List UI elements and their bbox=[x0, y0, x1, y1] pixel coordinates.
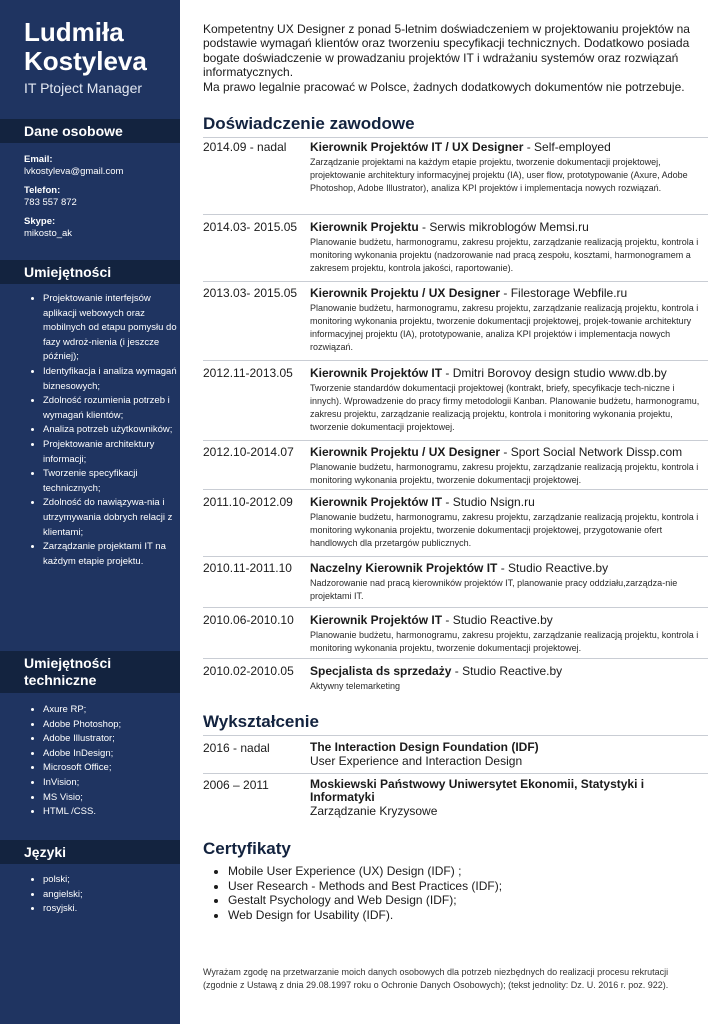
certificates-heading: Certyfikaty bbox=[203, 839, 291, 858]
list-item: • Projektowanie architektury informacji; bbox=[43, 438, 183, 467]
entry-role: Specjalista ds sprzedaży bbox=[310, 664, 452, 678]
entry-title bbox=[310, 664, 705, 678]
entry-role: Kierownik Projektu bbox=[310, 220, 419, 234]
list-item: • angielski; bbox=[43, 888, 183, 903]
entry-divider bbox=[203, 360, 708, 361]
entry-date: 2010.02-2010.05 bbox=[203, 664, 294, 678]
list-item: • Analiza potrzeb użytkowników; bbox=[43, 423, 183, 438]
entry-role: Naczelny Kierownik Projektów IT bbox=[310, 561, 498, 575]
list-item: • Identyfikacja i analiza wymagań biznesowych; bbox=[43, 365, 183, 394]
entry-description: Planowanie budżetu, harmonogramu, zakresu projektu, zarządzanie realizacją projektu, kontrola i monitoring wykonania projektu, tworzenie dokumentacji projektowej. bbox=[310, 462, 699, 485]
entry-description: Planowanie budżetu, harmonogramu, zakresu projektu, zarządzanie realizacją projektu, kontrola i monitoring wykonania projektu (nadzorowanie nad pracą zespołu, kosztami, harmonogramem a zakresem projektu, kontrola jakości, raportowanie). bbox=[310, 237, 699, 273]
contact-skype bbox=[24, 216, 72, 240]
entry-body bbox=[310, 495, 705, 550]
entry-role: Kierownik Projektów IT / UX Designer bbox=[310, 140, 524, 154]
entry-role: Kierownik Projektu / UX Designer bbox=[310, 286, 501, 300]
entry-role: Kierownik Projektów IT bbox=[310, 613, 443, 627]
entry-description: Planowanie budżetu, harmonogramu, zakresu projektu, zarządzanie realizacją projektu, kontrola i monitoring wykonania projektu, tworzenie dokumentacji projektowej, przygotowanie ofert handlowych dla przetargów publicznych. bbox=[310, 512, 699, 548]
education-heading: Wykształcenie bbox=[203, 712, 319, 731]
list-item: • polski; bbox=[43, 873, 183, 888]
entry-role: Kierownik Projektu / UX Designer bbox=[310, 445, 504, 459]
list-item: • Adobe Photoshop; bbox=[43, 718, 183, 733]
entry-date: 2010.06-2010.10 bbox=[203, 613, 294, 627]
list-item: • Zdolność do nawiązywa-nia i utrzymywania dobrych relacji z klientami; bbox=[43, 496, 183, 540]
list-item: • Web Design for Usability (IDF). bbox=[228, 908, 725, 923]
summary-paragraph: Kompetentny UX Designer z ponad 5-letnim doświadczeniem w projektowaniu projektów na podstawie wymagań klientów oraz tworzeniu specyfikacji technicznych. Dodatkowo posiada bogate doświadczenie w prowadzaniu projektów IT i wdrażaniu systemów oraz rozwiązań informatycznych. bbox=[203, 22, 690, 80]
entry-description: Tworzenie standardów dokumentacji projektowej (kontrakt, briefy, specyfikacje tech-niczne i innych). Wprowadzenie do pracy firmy metodologii Kanban. Planowanie budżetu, harmonogramu, zakresu projektu, zarządzanie realizacją projektu, kontrola i monitoring wykonania projektu, tworzenie dokumentacji projektowej. bbox=[310, 383, 700, 432]
list-item: • User Research - Methods and Best Practices (IDF); bbox=[228, 879, 725, 894]
entry-company: - Sport Social Network Dissp.com bbox=[503, 445, 683, 459]
gdpr-consent: Wyrażam zgodę na przetwarzanie moich danych osobowych dla potrzeb niezbędnych do realizacji procesu rekrutacji (zgodnie z Ustawą z dnia 29.08.1997 roku o Ochronie Danych Osobowych); (tekst jednolity: Dz. U. 2016 r. poz. 922). bbox=[203, 967, 669, 990]
list-item: • InVision; bbox=[43, 776, 183, 791]
education-field: Zarządzanie Kryzysowe bbox=[310, 804, 438, 818]
entry-date: 2014.03- 2015.05 bbox=[203, 220, 298, 234]
list-item: • Microsoft Office; bbox=[43, 761, 183, 776]
skype-label: Skype: bbox=[24, 216, 56, 227]
entry-company: - Studio Reactive.by bbox=[451, 664, 563, 678]
entry-description: Aktywny telemarketing bbox=[310, 681, 401, 691]
contact-email bbox=[24, 154, 123, 178]
skype-value: mikosto_ak bbox=[24, 228, 73, 239]
tech-skills-list bbox=[26, 703, 183, 820]
list-item: • Gestalt Psychology and Web Design (IDF); bbox=[228, 893, 725, 908]
entry-body bbox=[310, 778, 705, 818]
entry-date: 2016 - nadal bbox=[203, 741, 270, 755]
entry-company: - Studio Nsign.ru bbox=[442, 495, 535, 509]
entry-body bbox=[310, 561, 705, 603]
entry-body bbox=[310, 140, 705, 195]
entry-company: - Serwis mikroblogów Memsi.ru bbox=[418, 220, 589, 234]
tech-heading-line1: Umiejętności bbox=[24, 655, 112, 671]
entry-divider bbox=[203, 773, 708, 774]
education-field: User Experience and Interaction Design bbox=[310, 754, 523, 768]
personal-heading: Dane osobowe bbox=[0, 119, 180, 143]
entry-body bbox=[310, 220, 705, 275]
section-divider bbox=[203, 735, 708, 736]
entry-divider bbox=[203, 607, 708, 608]
entry-body bbox=[310, 613, 705, 655]
entry-date: 2013.03- 2015.05 bbox=[203, 286, 298, 300]
entry-date: 2014.09 - nadal bbox=[203, 140, 287, 154]
entry-title bbox=[310, 445, 705, 459]
email-value[interactable]: lvkostyleva@gmail.com bbox=[24, 166, 124, 177]
entry-title bbox=[310, 495, 705, 509]
certificates-list bbox=[203, 864, 725, 922]
education-school: The Interaction Design Foundation (IDF) bbox=[310, 740, 539, 754]
list-item: • rosyjski. bbox=[43, 902, 183, 917]
entry-title bbox=[310, 286, 705, 300]
entry-description: Planowanie budżetu, harmonogramu, zakresu projektu, zarządzanie realizacją projektu, kontrola i monitoring wykonania projektu, tworzenie dokumentacji projektowej. bbox=[310, 630, 699, 653]
candidate-name bbox=[24, 18, 147, 76]
entry-company: - Filestorage Webfile.ru bbox=[500, 286, 628, 300]
summary bbox=[203, 22, 708, 94]
skills-heading: Umiejętności bbox=[0, 260, 180, 284]
entry-date: 2012.10-2014.07 bbox=[203, 445, 294, 459]
list-item: • Adobe InDesign; bbox=[43, 747, 183, 762]
summary-paragraph: Ma prawo legalnie pracować w Polsce, żadnych dodatkowych dokumentów nie potrzebuje. bbox=[203, 79, 685, 94]
entry-company: - Studio Reactive.by bbox=[442, 613, 553, 627]
entry-divider bbox=[203, 281, 708, 282]
entry-date: 2012.11-2013.05 bbox=[203, 366, 293, 380]
phone-value: 783 557 872 bbox=[24, 197, 77, 208]
entry-title bbox=[310, 613, 705, 627]
entry-title bbox=[310, 140, 705, 154]
entry-body bbox=[310, 286, 705, 354]
section-divider bbox=[203, 137, 708, 138]
entry-divider bbox=[203, 556, 708, 557]
entry-date: 2006 – 2011 bbox=[203, 778, 269, 792]
entry-body bbox=[310, 445, 705, 487]
list-item: • MS Visio; bbox=[43, 791, 183, 806]
name-last: Kostyleva bbox=[24, 46, 147, 76]
list-item: • Tworzenie specyfikacji technicznych; bbox=[43, 467, 183, 496]
list-item: • HTML /CSS. bbox=[43, 805, 183, 820]
list-item: • Zdolność rozumienia potrzeb i wymagań klientów; bbox=[43, 394, 183, 423]
experience-heading: Doświadczenie zawodowe bbox=[203, 114, 415, 133]
name-first: Ludmiła bbox=[24, 17, 124, 47]
list-item: • Axure RP; bbox=[43, 703, 183, 718]
entry-description: Nadzorowanie nad pracą kierowników projektów IT, planowanie pracy oddziału,zarządza-nie projektami IT. bbox=[310, 578, 678, 601]
list-item: • Mobile User Experience (UX) Design (IDF) ; bbox=[228, 864, 725, 879]
entry-company: - Dmitri Borovoy design studio www.db.by bbox=[442, 366, 667, 380]
entry-body bbox=[310, 741, 705, 768]
entry-description: Zarządzanie projektami na każdym etapie projektu, tworzenie dokumentacji projektowej, projektowanie architektury informacyjnej projektu (IA), user flow, prototypowanie (Axure, Adobe Photoshop, Adobe Illustrator), analiza KPI projektów i implementacja nowych rozwiązań. bbox=[310, 157, 688, 193]
entry-divider bbox=[203, 658, 708, 659]
entry-company: - Studio Reactive.by bbox=[497, 561, 609, 575]
entry-body bbox=[310, 664, 705, 693]
entry-date: 2011.10-2012.09 bbox=[203, 495, 293, 509]
email-label: Email: bbox=[24, 154, 53, 165]
tech-skills-heading bbox=[0, 651, 180, 693]
languages-list bbox=[26, 873, 183, 917]
list-item: • Adobe Illustrator; bbox=[43, 732, 183, 747]
phone-label: Telefon: bbox=[24, 185, 61, 196]
entry-divider bbox=[203, 489, 708, 490]
entry-body bbox=[310, 366, 705, 434]
entry-role: Kierownik Projektów IT bbox=[310, 495, 443, 509]
skills-list bbox=[26, 292, 183, 569]
entry-divider bbox=[203, 214, 708, 215]
education-school: Moskiewski Państwowy Uniwersytet Ekonomii, Statystyki i Informatyki bbox=[310, 777, 645, 804]
list-item: • Zarządzanie projektami IT na każdym etapie projektu. bbox=[43, 540, 183, 569]
entry-description: Planowanie budżetu, harmonogramu, zakresu projektu, zarządzanie realizacją projektu, kontrola i monitoring wykonania projektu, tworzenie dokumentacji projektowej, projek-towanie architektury informacyjnej projektu (IA), prototypowanie, analiza KPI projektów i implementacja nowych rozwiązań. bbox=[310, 303, 699, 352]
entry-divider bbox=[203, 440, 708, 441]
tech-heading-line2: techniczne bbox=[24, 672, 97, 688]
entry-title bbox=[310, 366, 705, 380]
entry-title bbox=[310, 561, 705, 575]
languages-heading: Języki bbox=[0, 840, 180, 864]
candidate-role: IT Ptoject Manager bbox=[24, 80, 143, 96]
entry-date: 2010.11-2011.10 bbox=[203, 561, 292, 575]
sidebar bbox=[0, 0, 180, 1024]
entry-role: Kierownik Projektów IT bbox=[310, 366, 443, 380]
entry-company: - Self-employed bbox=[523, 140, 611, 154]
list-item: • Projektowanie interfejsów aplikacji webowych oraz mobilnych od etapu pomysłu do fazy wdroż-nienia (i jeszcze później); bbox=[43, 292, 183, 365]
contact-phone bbox=[24, 185, 77, 209]
entry-title bbox=[310, 220, 705, 234]
